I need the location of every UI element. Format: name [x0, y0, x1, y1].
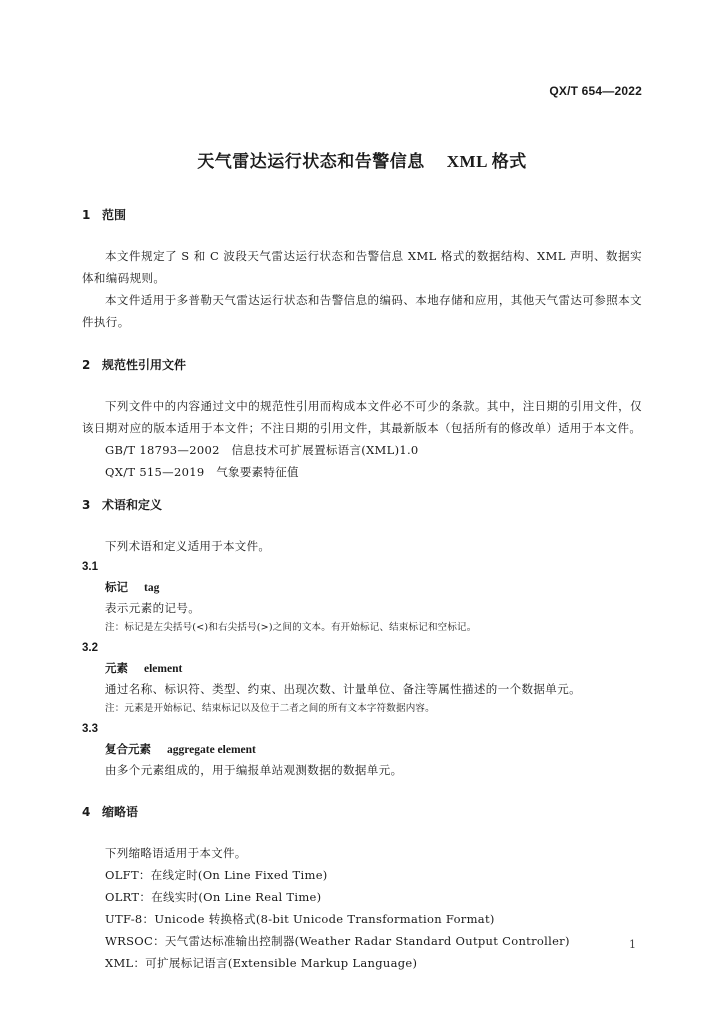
section-1-heading [82, 205, 642, 225]
section-2-title: 规范性引用文件 [102, 358, 187, 372]
section-3-number: 3 [82, 498, 91, 512]
abbreviation-utf-8: UTF-8：Unicode 转换格式(8-bit Unicode Transformation Format) [105, 912, 495, 926]
title-format: XML 格式 [446, 152, 527, 171]
section-4-number: 4 [82, 805, 91, 819]
term-3-2-definition: 通过名称、标识符、类型、约束、出现次数、计量单位、备注等属性描述的一个数据单元。 [105, 682, 581, 696]
term-3-3-name [82, 739, 642, 760]
term-3-1-name [82, 577, 642, 598]
term-3-3-definition: 由多个元素组成的，用于编报单站观测数据的数据单元。 [105, 763, 403, 777]
section-1-paragraph-2: 本文件适用于多普勒天气雷达运行状态和告警信息的编码、本地存储和应用，其他天气雷达可参照本文件执行。 [82, 293, 642, 329]
standard-code: QX/T 654—2022 [549, 84, 642, 98]
term-3-2-number: 3.2 [82, 642, 98, 654]
abbreviation-wrsoc: WRSOC：天气雷达标准输出控制器(Weather Radar Standard Output Controller) [105, 934, 570, 948]
section-2-heading [82, 355, 642, 375]
abbreviation-olft: OLFT：在线定时(On Line Fixed Time) [105, 868, 328, 882]
title-chinese: 天气雷达运行状态和告警信息 [197, 152, 425, 172]
term-3-1-note: 注：标记是左尖括号(<)和右尖括号(>)之间的文本。有开始标记、结束标记和空标记。 [105, 622, 477, 633]
term-3-3-en: aggregate element [167, 744, 256, 756]
section-2-number: 2 [82, 358, 91, 372]
section-1-number: 1 [82, 208, 91, 222]
term-3-3-cn: 复合元素 [105, 742, 151, 756]
abbreviation-xml: XML：可扩展标记语言(Extensible Markup Language) [105, 956, 418, 970]
section-1-paragraph-1: 本文件规定了 S 和 C 波段天气雷达运行状态和告警信息 XML 格式的数据结构、XML 声明、数据实体和编码规则。 [82, 249, 642, 285]
section-2-paragraph: 下列文件中的内容通过文中的规范性引用而构成本文件必不可少的条款。其中，注日期的引用文件，仅该日期对应的版本适用于本文件；不注日期的引用文件，其最新版本（包括所有的修改单）适用于本文件。 [82, 399, 642, 435]
term-3-1-en: tag [144, 582, 160, 594]
section-3-intro: 下列术语和定义适用于本文件。 [105, 539, 271, 553]
section-4-title: 缩略语 [102, 805, 139, 819]
abbreviation-olrt: OLRT：在线实时(On Line Real Time) [105, 890, 322, 904]
page-number: 1 [629, 938, 636, 951]
document-title [0, 147, 724, 172]
section-1-title: 范围 [102, 208, 127, 222]
term-3-2-en: element [144, 663, 183, 675]
reference-gb-t-18793: GB/T 18793—2002 信息技术可扩展置标语言(XML)1.0 [105, 443, 419, 457]
term-3-3-number: 3.3 [82, 723, 98, 735]
section-3-heading [82, 495, 642, 515]
document-body [82, 205, 642, 974]
section-4-intro: 下列缩略语适用于本文件。 [105, 846, 247, 860]
term-3-1-definition: 表示元素的记号。 [105, 601, 201, 615]
term-3-1-cn: 标记 [105, 580, 128, 594]
term-3-2-cn: 元素 [105, 661, 128, 675]
section-4-heading [82, 802, 642, 822]
term-3-1-number: 3.1 [82, 561, 98, 573]
reference-qx-t-515: QX/T 515—2019 气象要素特征值 [105, 465, 299, 479]
section-3-title: 术语和定义 [102, 498, 163, 512]
term-3-2-note: 注：元素是开始标记、结束标记以及位于二者之间的所有文本字符数据内容。 [105, 703, 435, 714]
term-3-2-name [82, 658, 642, 679]
